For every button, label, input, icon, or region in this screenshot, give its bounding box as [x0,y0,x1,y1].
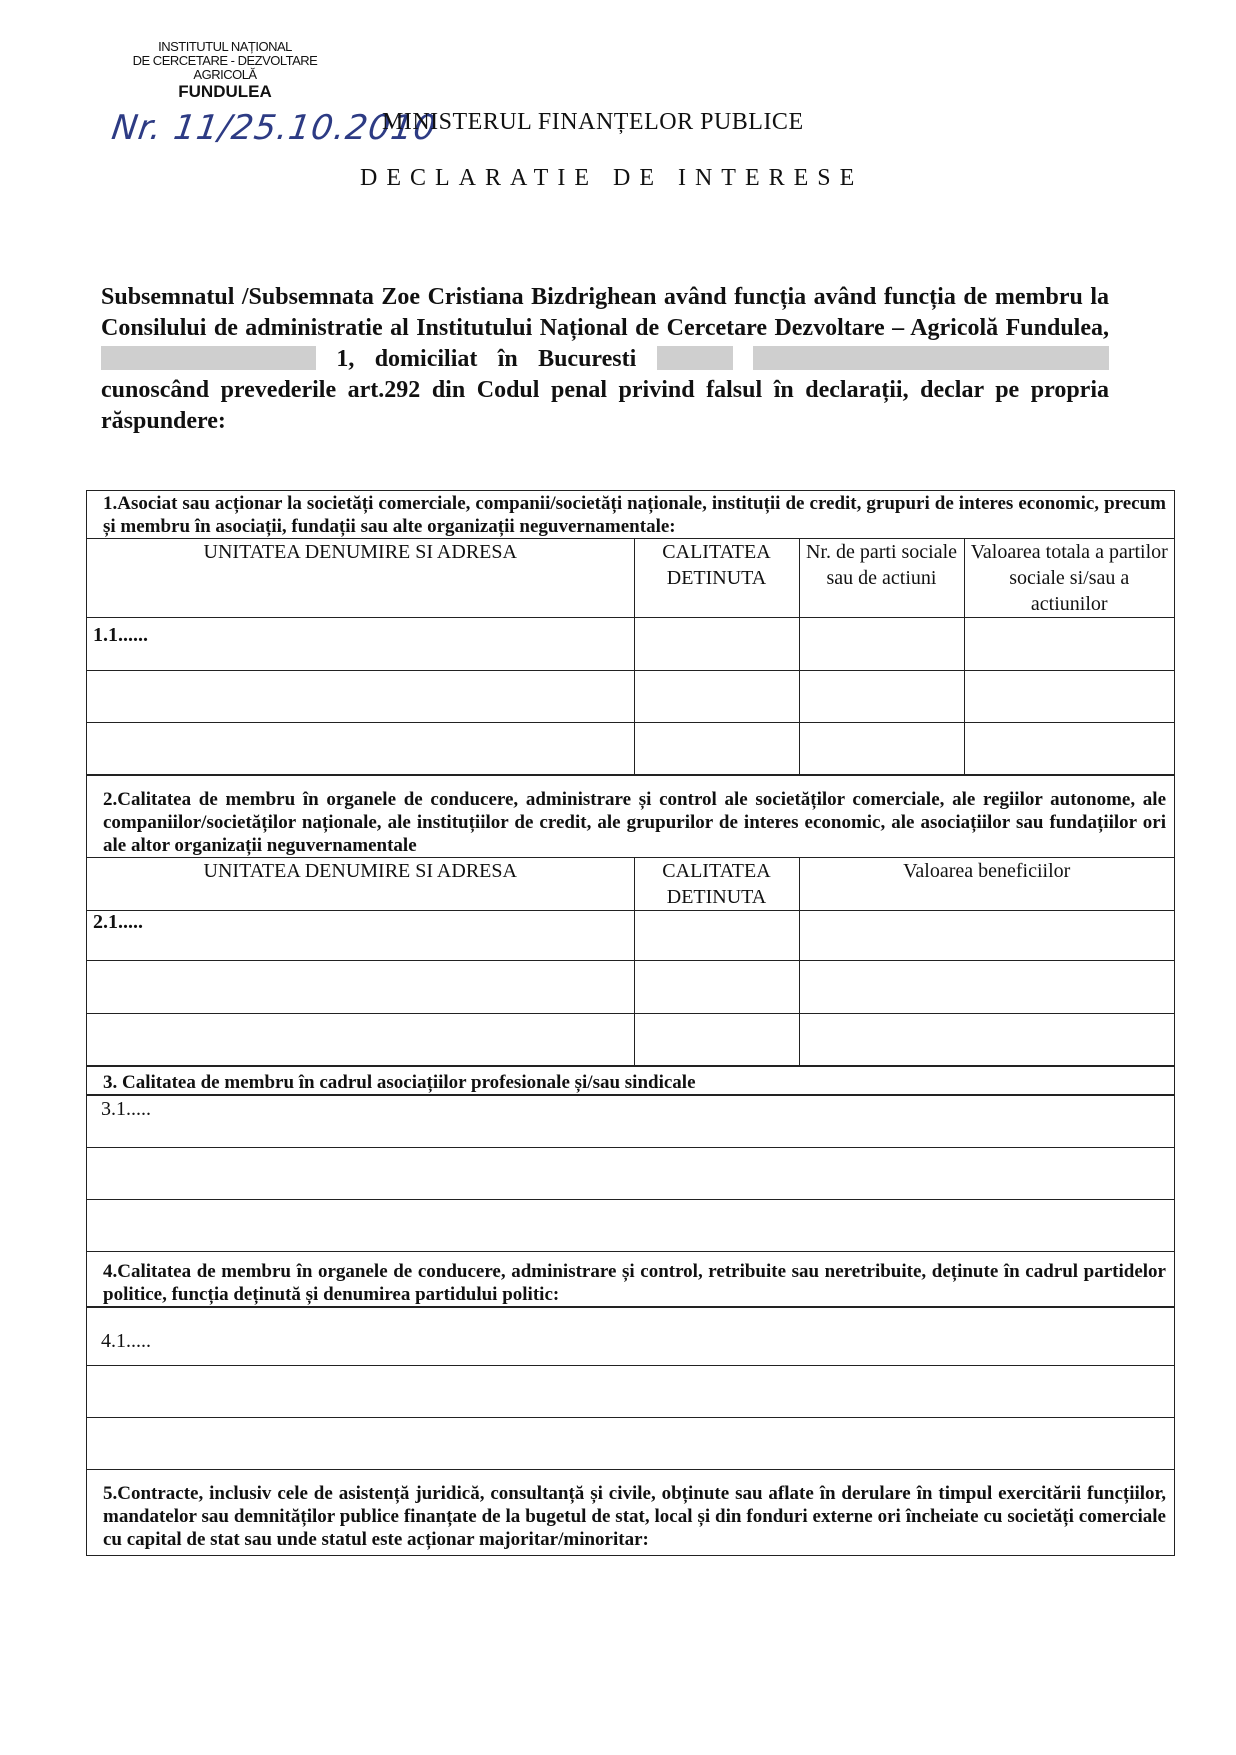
col-valoarea-beneficiilor: Valoarea beneficiilor [799,858,1174,911]
table-cell [634,618,799,671]
empty-row [87,1147,1174,1199]
empty-row [87,1199,1174,1251]
table-cell [799,671,964,723]
col-unitatea: UNITATEA DENUMIRE SI ADRESA [87,858,634,911]
empty-row [87,1417,1174,1469]
row-label: 1.1...... [87,618,634,671]
section-4-heading: 4.Calitatea de membru în organele de conducere, administrare și control, retribuite sau neretribuite, deținute în cadrul partidelor politice, funcția deținută și denumirea partidului politic: [87,1251,1174,1307]
row-label: 4.1..... [87,1307,1174,1365]
col-valoarea-totala: Valoarea totala a partilor sociale si/sau a actiunilor [964,539,1174,618]
col-unitatea: UNITATEA DENUMIRE SI ADRESA [87,539,634,618]
table-cell [799,961,1174,1014]
section-2-table [87,858,1174,1066]
table-cell [634,671,799,723]
table-cell [634,723,799,775]
stamp-line-3: AGRICOLĂ [193,67,257,82]
col-nr-parti: Nr. de parti sociale sau de actiuni [799,539,964,618]
stamp-line-2: DE CERCETARE - DEZVOLTARE [132,53,318,68]
stamp-line-4: FUNDULEA [178,82,272,101]
intro-part-1: Subsemnatul /Subsemnata Zoe Cristiana Bizdrighean având funcția având funcția de membru la Consilului de administratie al Institutului Național de Cercetare Dezvoltare – Agricolă Fundulea, [101,284,1109,341]
empty-row [87,1365,1174,1417]
registration-number: Nr. 11/25.10.2010 [109,108,440,148]
table-cell [964,723,1174,775]
col-calitatea: CALITATEA DETINUTA [634,539,799,618]
intro-part-3: cunoscând prevederile art.292 din Codul penal privind falsul în declarații, declar pe propria răspundere: [101,377,1109,434]
row-label: 3.1..... [87,1095,1174,1147]
section-5-heading: 5.Contracte, inclusiv cele de asistență juridică, consultanță și civile, obținute sau aflate în derulare în timpul exercitării funcțiilor, mandatelor sau demnităților publice finanțate de la bugetul de stat, local și din fonduri externe ori încheiate cu societăți comerciale cu capital de stat sau unde statul este acționar majoritar/minoritar: [87,1469,1174,1555]
table-cell [799,723,964,775]
redacted-block [753,346,1109,370]
redacted-block [657,346,733,370]
section-2-heading: 2.Calitatea de membru în organele de conducere, administrare și control ale societăților comerciale, ale regiilor autonome, ale companiilor/societăților naționale, ale instituțiilor de credit, ale grupurilor de interes economic, ale asociațiilor sau fundațiilor ori ale altor organizații neguvernamentale [87,775,1174,858]
stamp-line-1: INSTITUTUL NAȚIONAL [158,39,292,54]
table-cell [87,1014,634,1066]
institution-stamp [95,40,355,99]
table-cell [634,911,799,961]
intro-paragraph [101,282,1109,437]
intro-part-2: 1, domiciliat în Bucuresti [336,346,637,372]
table-cell [964,618,1174,671]
ministry-name: MINISTERUL FINANȚELOR PUBLICE [382,109,804,135]
document-title: DECLARATIE DE INTERESE [360,165,864,191]
table-cell [87,961,634,1014]
section-3-heading: 3. Calitatea de membru în cadrul asociațiilor profesionale și/sau sindicale [87,1066,1174,1095]
table-cell [799,618,964,671]
table-cell [634,1014,799,1066]
table-cell [799,911,1174,961]
row-label: 2.1..... [87,911,634,961]
declaration-form [86,490,1175,1556]
table-cell [964,671,1174,723]
table-cell [87,671,634,723]
table-cell [799,1014,1174,1066]
col-calitatea: CALITATEA DETINUTA [634,858,799,911]
section-1-table [87,539,1174,775]
redacted-block [101,346,316,370]
section-1-heading: 1.Asociat sau acționar la societăți comerciale, companii/societăți naționale, instituții de credit, grupuri de interes economic, precum și membru în asociații, fundații sau alte organizații neguvernamentale: [87,491,1174,539]
table-cell [634,961,799,1014]
table-cell [87,723,634,775]
